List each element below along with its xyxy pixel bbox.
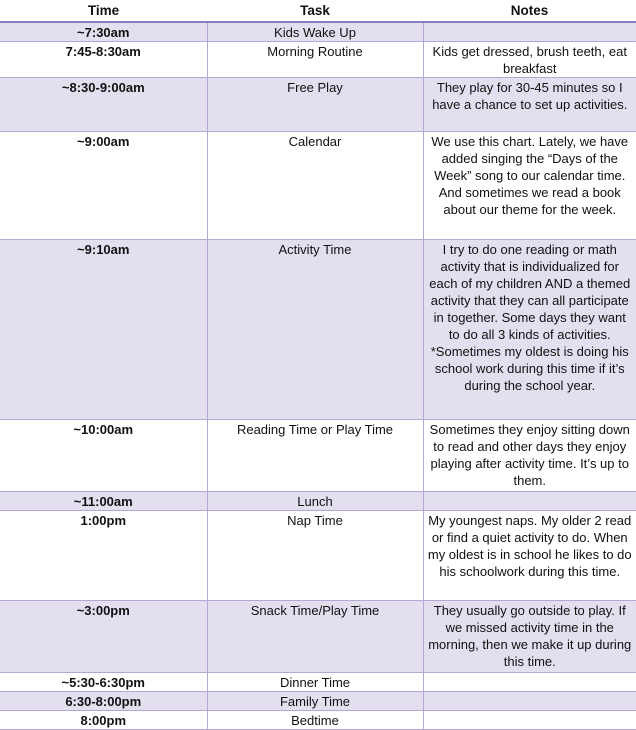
time-cell: 6:30-8:00pm bbox=[0, 692, 207, 711]
time-cell: ~7:30am bbox=[0, 22, 207, 42]
time-cell: ~9:00am bbox=[0, 132, 207, 240]
notes-cell bbox=[423, 420, 636, 492]
note-paragraph: *Sometimes my oldest is doing his school work during this time if it’s during the school year. bbox=[430, 344, 629, 393]
time-cell: 8:00pm bbox=[0, 711, 207, 730]
note-paragraph: We use this chart. Lately, we have added singing the “Days of the Week” song to our calendar time. And sometimes we read a book about our theme for the week. bbox=[431, 134, 629, 217]
note-paragraph: I try to do one reading or math activity that is individualized for each of my children AND a themed activity that they can all participate in together. Some days they want to do all 3 kinds of activities. bbox=[429, 242, 631, 342]
task-cell: Family Time bbox=[207, 692, 423, 711]
table-row bbox=[0, 673, 636, 692]
task-cell: Snack Time/Play Time bbox=[207, 601, 423, 673]
time-cell: 1:00pm bbox=[0, 511, 207, 601]
note-paragraph: They play for 30-45 minutes so I have a chance to set up activities. bbox=[432, 80, 628, 112]
header-notes: Notes bbox=[423, 0, 636, 22]
note-paragraph: My youngest naps. My older 2 read or find a quiet activity to do. When my oldest is in school he likes to do his schoolwork during this time. bbox=[427, 513, 632, 579]
note-paragraph: Kids get dressed, brush teeth, eat breakfast bbox=[432, 44, 627, 76]
time-cell: ~9:10am bbox=[0, 240, 207, 420]
notes-cell bbox=[423, 78, 636, 132]
task-cell: Nap Time bbox=[207, 511, 423, 601]
task-cell: Activity Time bbox=[207, 240, 423, 420]
task-cell: Lunch bbox=[207, 492, 423, 511]
table-row bbox=[0, 240, 636, 420]
notes-cell bbox=[423, 132, 636, 240]
notes-cell bbox=[423, 22, 636, 42]
notes-cell bbox=[423, 711, 636, 730]
task-cell: Free Play bbox=[207, 78, 423, 132]
notes-cell bbox=[423, 42, 636, 78]
table-row bbox=[0, 492, 636, 511]
table-row bbox=[0, 711, 636, 730]
task-cell: Bedtime bbox=[207, 711, 423, 730]
table-row bbox=[0, 420, 636, 492]
table-row bbox=[0, 601, 636, 673]
time-cell: ~5:30-6:30pm bbox=[0, 673, 207, 692]
table-row bbox=[0, 42, 636, 78]
note-paragraph: They usually go outside to play. If we missed activity time in the morning, then we make it up during this time. bbox=[428, 603, 632, 669]
table-row bbox=[0, 692, 636, 711]
time-cell: ~8:30-9:00am bbox=[0, 78, 207, 132]
time-cell: ~10:00am bbox=[0, 420, 207, 492]
header-row bbox=[0, 0, 636, 22]
task-cell: Kids Wake Up bbox=[207, 22, 423, 42]
time-cell: ~11:00am bbox=[0, 492, 207, 511]
task-cell: Reading Time or Play Time bbox=[207, 420, 423, 492]
notes-cell bbox=[423, 601, 636, 673]
task-cell: Calendar bbox=[207, 132, 423, 240]
task-cell: Morning Routine bbox=[207, 42, 423, 78]
table-row bbox=[0, 78, 636, 132]
header-time: Time bbox=[0, 0, 207, 22]
notes-cell bbox=[423, 240, 636, 420]
note-paragraph: Sometimes they enjoy sitting down to read and other days they enjoy playing after activity time. It’s up to them. bbox=[429, 422, 630, 488]
table-body bbox=[0, 22, 636, 730]
table-header bbox=[0, 0, 636, 22]
time-cell: 7:45-8:30am bbox=[0, 42, 207, 78]
notes-cell bbox=[423, 692, 636, 711]
notes-cell bbox=[423, 511, 636, 601]
task-cell: Dinner Time bbox=[207, 673, 423, 692]
table-row bbox=[0, 132, 636, 240]
table-row bbox=[0, 22, 636, 42]
table-row bbox=[0, 511, 636, 601]
notes-cell bbox=[423, 492, 636, 511]
header-task: Task bbox=[207, 0, 423, 22]
notes-cell bbox=[423, 673, 636, 692]
time-cell: ~3:00pm bbox=[0, 601, 207, 673]
